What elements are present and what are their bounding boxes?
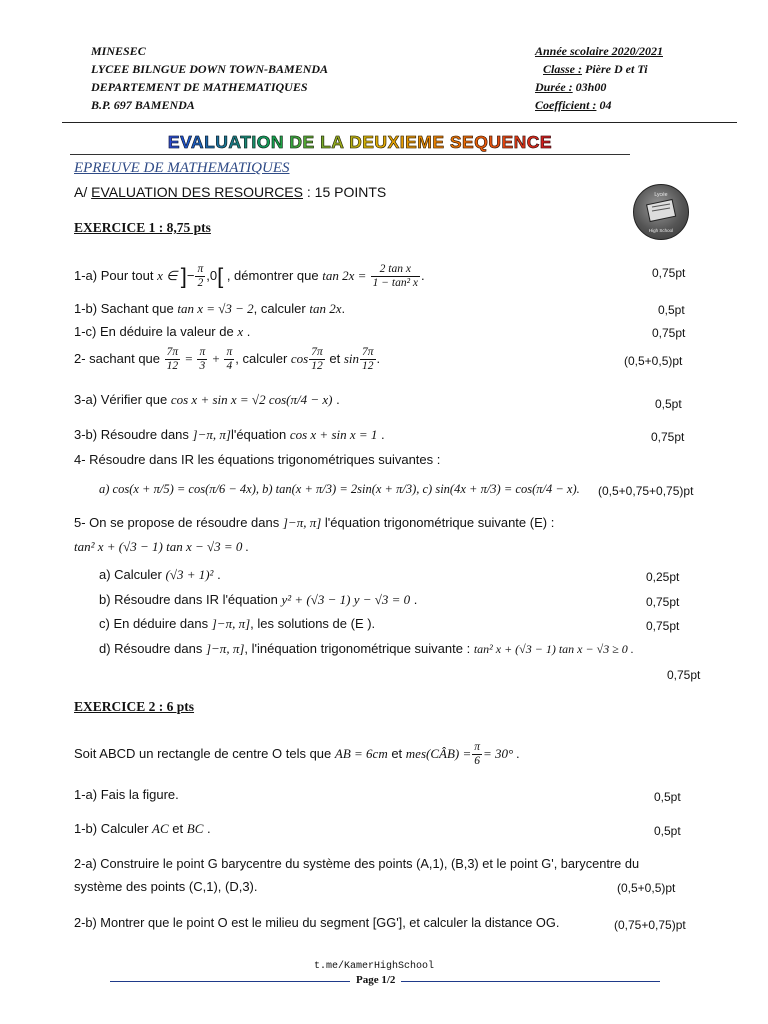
question-3b: 3-b) Résoudre dans ]−π, π]l'équation cos x + sin x = 1 .	[74, 427, 385, 442]
ex2-angle-deg: = 30° .	[483, 745, 520, 761]
duration-value: 03h00	[575, 80, 607, 94]
q5-text: 5- On se propose de résoudre dans	[74, 515, 280, 530]
q1b-text: 1-b) Sachant que	[74, 301, 174, 316]
q5d-text: d) Résoudre dans	[99, 641, 203, 656]
q1a-frac-pi2: $\frac{\pi}{2}$	[197, 263, 204, 289]
ex2-angle: mes(CÂB) =	[405, 745, 472, 761]
q5c-points: 0,75pt	[646, 619, 680, 633]
q3b-text: 3-b) Résoudre dans	[74, 427, 189, 442]
ex2-q1b-text: 1-b) Calculer	[74, 821, 149, 836]
ex2-q1b-ac: AC	[152, 821, 169, 836]
exercise-1-title	[74, 220, 211, 236]
ex2-intro-et: et	[391, 745, 403, 761]
exam-info	[535, 42, 663, 114]
exercise-2-title	[74, 699, 194, 715]
q5-interval: ]−π, π]	[282, 515, 322, 530]
question-3a: 3-a) Vérifier que cos x + sin x = √2 cos(π/4 − x) .	[74, 392, 340, 407]
q3b-text2: l'équation	[230, 427, 287, 442]
ex2-q2a-points: (0,5+0,5)pt	[617, 881, 676, 895]
q1b-math2: tan 2x	[309, 301, 342, 316]
q5d-inequation: tan² x + (√3 − 1) tan x − √3 ≥ 0 .	[473, 642, 634, 656]
equation-E	[74, 539, 249, 555]
q1c-points: 0,75pt	[652, 326, 686, 340]
q5a-points: 0,25pt	[646, 570, 680, 584]
q2-text3: et	[329, 350, 341, 366]
question-4: 4- Résoudre dans IR les équations trigonométriques suivantes :	[74, 452, 441, 467]
coefficient-value: 04	[599, 98, 612, 112]
q5-text2: l'équation trigonométrique suivante (E) :	[324, 515, 555, 530]
q5c-text2: , les solutions de (E ).	[250, 616, 376, 631]
q5d-text2: , l'inéquation trigonométrique suivante :	[244, 641, 471, 656]
ex2-q2b-points: (0,75+0,75)pt	[614, 918, 686, 932]
logo-bottom-text: High School	[648, 228, 674, 233]
ex2-question-1a: 1-a) Fais la figure.	[74, 787, 179, 802]
q2-text2: , calculer	[235, 350, 288, 366]
ex2-question-1b: 1-b) Calculer AC et BC .	[74, 821, 211, 836]
ex2-intro-text: Soit ABCD un rectangle de centre O tels que	[74, 745, 332, 761]
exam-banner: EVALUATION DE LA DEUXIEME SEQUENCE	[95, 132, 625, 152]
ex2-q1a-points: 0,5pt	[654, 790, 681, 804]
class-label: Classe :	[543, 62, 582, 76]
question-5a: a) Calculer (√3 + 1)² .	[99, 567, 221, 582]
q1c-text: 1-c) En déduire la valeur de	[74, 324, 234, 339]
q3b-equation: cos x + sin x = 1	[289, 427, 378, 442]
q1b-math: tan x = √3 − 2	[177, 301, 254, 316]
q1a-formula: tan 2x =	[322, 267, 370, 283]
header-divider	[62, 122, 737, 123]
question-5b: b) Résoudre dans IR l'équation y² + (√3 − 1) y − √3 = 0 .	[99, 592, 418, 607]
question-1c: 1-c) En déduire la valeur de x .	[74, 324, 251, 339]
q1a-frac-tan: $\frac{\text{2 tan x}}{\text{1 − tan² x}}$	[372, 263, 419, 289]
header-line-ministry: MINESEC	[91, 44, 146, 58]
q4-points: (0,5+0,75+0,75)pt	[598, 484, 694, 498]
q2-points: (0,5+0,5)pt	[624, 354, 683, 368]
question-1a: 1-a) Pour tout x ∈ ]− $\frac{\pi}{2}$ ,0[ , démontrer que tan 2x = $\frac{\text{2 tan x}}{\text{1 − tan² x}}$ .	[74, 263, 425, 289]
q5c-interval: ]−π, π]	[211, 616, 251, 631]
footer-telegram-link[interactable]: t.me/KamerHighSchool	[314, 961, 435, 972]
exercise-1-title-text: EXERCICE 1 : 8,75 pts	[74, 220, 211, 235]
q1a-text: 1-a) Pour tout	[74, 267, 154, 283]
equation-E-text: tan² x + (√3 − 1) tan x − √3 = 0 .	[74, 539, 249, 554]
duration-label: Durée :	[535, 80, 573, 94]
q3b-points: 0,75pt	[651, 430, 685, 444]
q3b-interval: ]−π, π]	[192, 427, 231, 442]
section-prefix: A/	[74, 184, 88, 200]
q1c-math: x	[237, 324, 244, 339]
question-2: 2- sachant que $\frac{7\pi}{12}$ = $\frac{\pi}{3}$ + $\frac{\pi}{4}$ , calculer cos $\frac{7\pi}{12}$ et sin $\frac{7\pi}{12}$ .	[74, 346, 381, 372]
header-line-address: B.P. 697 BAMENDA	[91, 98, 195, 112]
question-5	[74, 515, 554, 531]
q5b-text: b) Résoudre dans IR l'équation	[99, 592, 278, 607]
q1b-text2: , calculer	[253, 301, 306, 316]
q3a-math: cos x + sin x = √2 cos(π/4 − x)	[170, 392, 333, 407]
q3a-text: 3-a) Vérifier que	[74, 392, 168, 407]
q1a-points: 0,75pt	[652, 266, 686, 280]
ex2-question-2a-line1: 2-a) Construire le point G barycentre du système des points (A,1), (B,3) et le point G', barycentre du	[74, 856, 640, 871]
header-line-department: DEPARTEMENT DE MATHEMATIQUES	[91, 80, 308, 94]
q5b-points: 0,75pt	[646, 595, 680, 609]
coefficient-label: Coefficient :	[535, 98, 597, 112]
question-5d	[99, 641, 634, 657]
section-points: : 15 POINTS	[306, 184, 387, 200]
question-5c	[99, 616, 375, 632]
ex2-question-2b: 2-b) Montrer que le point O est le milieu du segment [GG'], et calculer la distance OG.	[74, 915, 560, 930]
logo-top-text: Lycée	[654, 192, 668, 198]
q5b-math: y² + (√3 − 1) y − √3 = 0	[281, 592, 411, 607]
banner-underline	[70, 154, 630, 155]
class-value: Pière D et Ti	[585, 62, 648, 76]
ex2-question-2a-line2: système des points (C,1), (D,3).	[74, 879, 258, 894]
q5d-points: 0,75pt	[667, 668, 701, 682]
q5c-text: c) En déduire dans	[99, 616, 209, 631]
question-4-items	[99, 481, 580, 497]
ex2-ab-length: AB = 6cm	[334, 745, 388, 761]
section-title: EVALUATION DES RESOURCES	[91, 184, 303, 200]
ex2-q1b-bc: BC	[186, 821, 204, 836]
subject-title: EPREUVE DE MATHEMATIQUES	[74, 160, 290, 176]
q3a-points: 0,5pt	[655, 397, 682, 411]
q1a-domain-start: x ∈	[157, 267, 181, 283]
header-line-school: LYCEE BILNGUE DOWN TOWN-BAMENDA	[91, 62, 329, 76]
question-1b: 1-b) Sachant que tan x = √3 − 2, calculer tan 2x.	[74, 301, 346, 316]
exercise-2-title-text: EXERCICE 2 : 6 pts	[74, 699, 195, 714]
q1a-text2: , démontrer que	[226, 267, 319, 283]
q2-text: 2- sachant que	[74, 350, 161, 366]
q5a-text: a) Calculer	[99, 567, 162, 582]
school-logo	[633, 184, 689, 240]
section-heading	[74, 184, 386, 200]
ex2-q1b-et: et	[172, 821, 184, 836]
school-header	[91, 42, 328, 114]
school-year: Année scolaire 2020/2021	[535, 44, 663, 58]
q1b-points: 0,5pt	[658, 303, 685, 317]
ex2-q1b-points: 0,5pt	[654, 824, 681, 838]
q5d-interval: ]−π, π]	[205, 641, 245, 656]
q5a-math: (√3 + 1)²	[165, 567, 214, 582]
exercise-2-intro: Soit ABCD un rectangle de centre O tels que AB = 6cm et mes(CÂB) = $\frac{\pi}{6}$ = 30° .	[74, 741, 520, 767]
q4-equations: a) cos(x + π/5) = cos(π/6 − 4x), b) tan(x + π/3) = 2sin(x + π/3), c) sin(4x + π/3) = cos(π/4 − x).	[99, 482, 580, 496]
page-number: Page 1/2	[350, 974, 401, 986]
